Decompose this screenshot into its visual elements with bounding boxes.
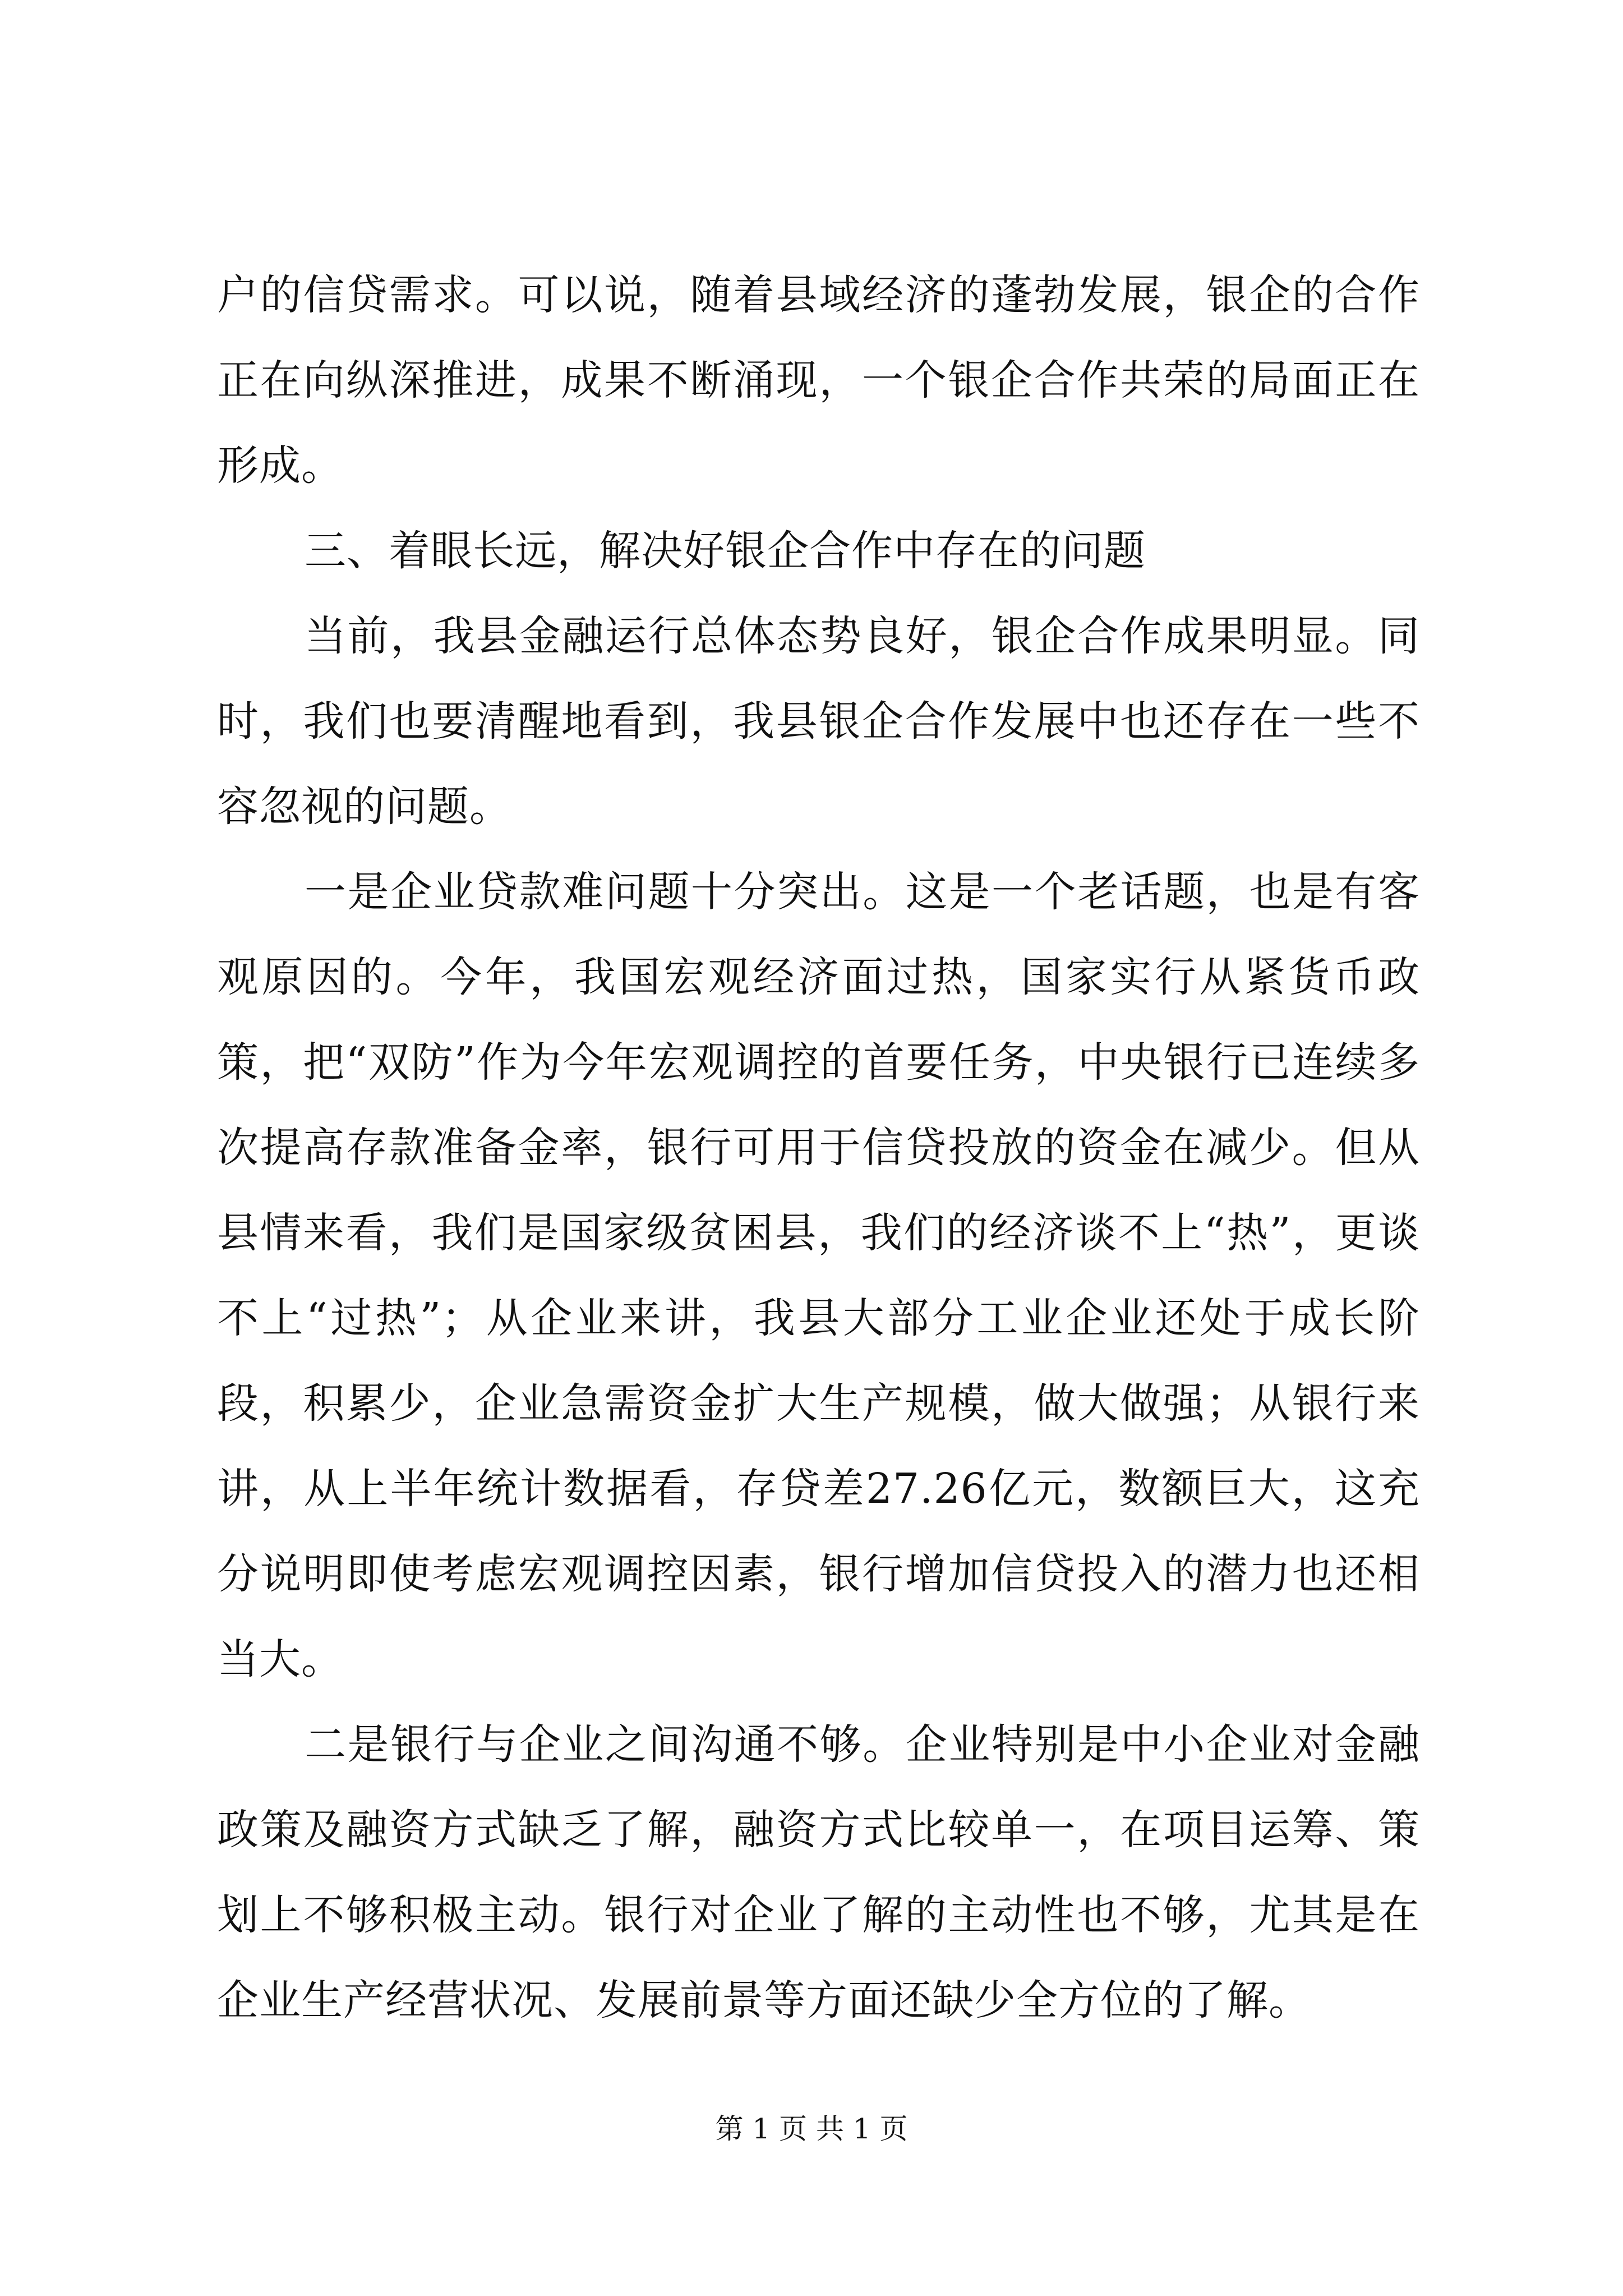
paragraph-5: 二是银行与企业之间沟通不够。企业特别是中小企业对金融政策及融资方式缺乏了解，融资方式比较单一，在项目运筹、策划上不够积极主动。银行对企业了解的主动性也不够，尤其是在企业生产经营状况、发展前景等方面还缺少全方位的了解。	[217, 1720, 1420, 2024]
page-footer	[0, 2109, 1623, 2148]
paragraph-3: 当前，我县金融运行总体态势良好，银企合作成果明显。同时，我们也要清醒地看到，我县银企合作发展中也还存在一些不容忽视的问题。	[217, 612, 1420, 831]
document-body	[217, 252, 1420, 2043]
section-heading: 三、着眼长远，解决好银企合作中存在的问题	[305, 527, 1146, 575]
paragraph-1: 户的信贷需求。可以说，随着县域经济的蓬勃发展，银企的合作正在向纵深推进，成果不断涌现，一个银企合作共荣的局面正在形成。	[217, 271, 1420, 490]
page-number-label: 第 1 页 共 1 页	[715, 2113, 908, 2145]
paragraph-4: 一是企业贷款难问题十分突出。这是一个老话题，也是有客观原因的。今年，我国宏观经济面过热，国家实行从紧货币政策，把“双防”作为今年宏观调控的首要任务，中央银行已连续多次提高存款准备金率，银行可用于信贷投放的资金在减少。但从县情来看，我们是国家级贫困县，我们的经济谈不上“热”，更谈不上“过热”；从企业来讲，我县大部分工业企业还处于成长阶段，积累少，企业急需资金扩大生产规模，做大做强；从银行来讲，从上半年统计数据看，存贷差27.26亿元，数额巨大，这充分说明即使考虑宏观调控因素，银行增加信贷投入的潜力也还相当大。	[217, 868, 1420, 1683]
